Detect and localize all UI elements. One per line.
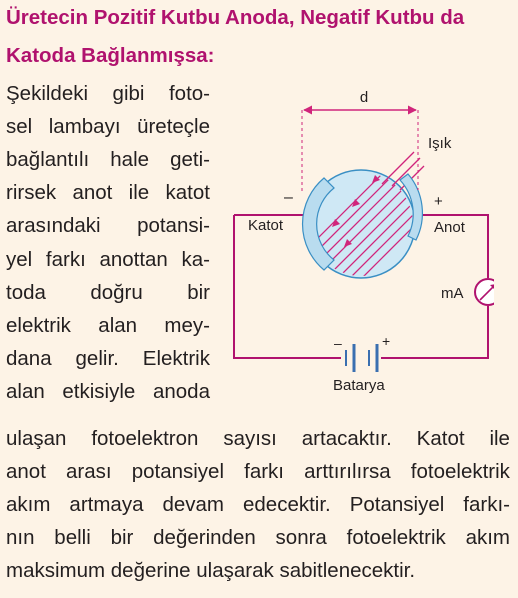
battery-label: Batarya xyxy=(333,377,385,394)
dimension-label: d xyxy=(359,89,369,106)
paragraph-line: elektrik alan mey- xyxy=(6,313,210,337)
heading-line-2: Katoda Bağlanmışsa: xyxy=(6,44,215,67)
cathode-minus-sign: – xyxy=(284,189,293,206)
battery-symbol xyxy=(341,344,381,372)
paragraph-line: nın belli bir değerinden sonra fotoelektrik akım xyxy=(6,526,510,550)
photocell-circuit-diagram xyxy=(224,82,494,402)
milliammeter-label: mA xyxy=(441,285,464,302)
paragraph-line: toda doğru bir xyxy=(6,280,210,304)
paragraph-line: anot arası potansiyel farkı arttırılırsa fotoelektrik xyxy=(6,460,510,484)
battery-plus-sign: + xyxy=(382,333,391,349)
anode-label: Anot xyxy=(434,219,465,236)
paragraph-line: dana gelir. Elektrik xyxy=(6,346,210,370)
heading-line-1: Üretecin Pozitif Kutbu Anoda, Negatif Kutbu da xyxy=(6,6,465,29)
paragraph-line: arasındaki potansi- xyxy=(6,214,210,238)
paragraph-line: ulaşan fotoelektron sayısı artacaktır. Katot ile xyxy=(6,427,510,450)
anode-plus-sign: + xyxy=(434,193,443,210)
light-label: Işık xyxy=(428,135,452,152)
milliammeter xyxy=(475,279,494,305)
paragraph-line: akım artmaya devam edecektir. Potansiyel farkı- xyxy=(6,493,510,517)
paragraph-line: yel farkı anottan ka- xyxy=(6,247,210,271)
paragraph-line: Şekildeki gibi foto- xyxy=(6,82,210,105)
paragraph-line: bağlantılı hale geti- xyxy=(6,148,210,172)
paragraph-line: maksimum değerine ulaşarak sabitlenecektir. xyxy=(6,559,416,583)
paragraph-line: sel lambayı üreteçle xyxy=(6,115,210,139)
paragraph-line: rirsek anot ile katot xyxy=(6,181,210,205)
cathode-label: Katot xyxy=(248,217,284,234)
battery-minus-sign: – xyxy=(334,335,342,351)
paragraph-line: alan etkisiyle anoda xyxy=(6,379,210,403)
